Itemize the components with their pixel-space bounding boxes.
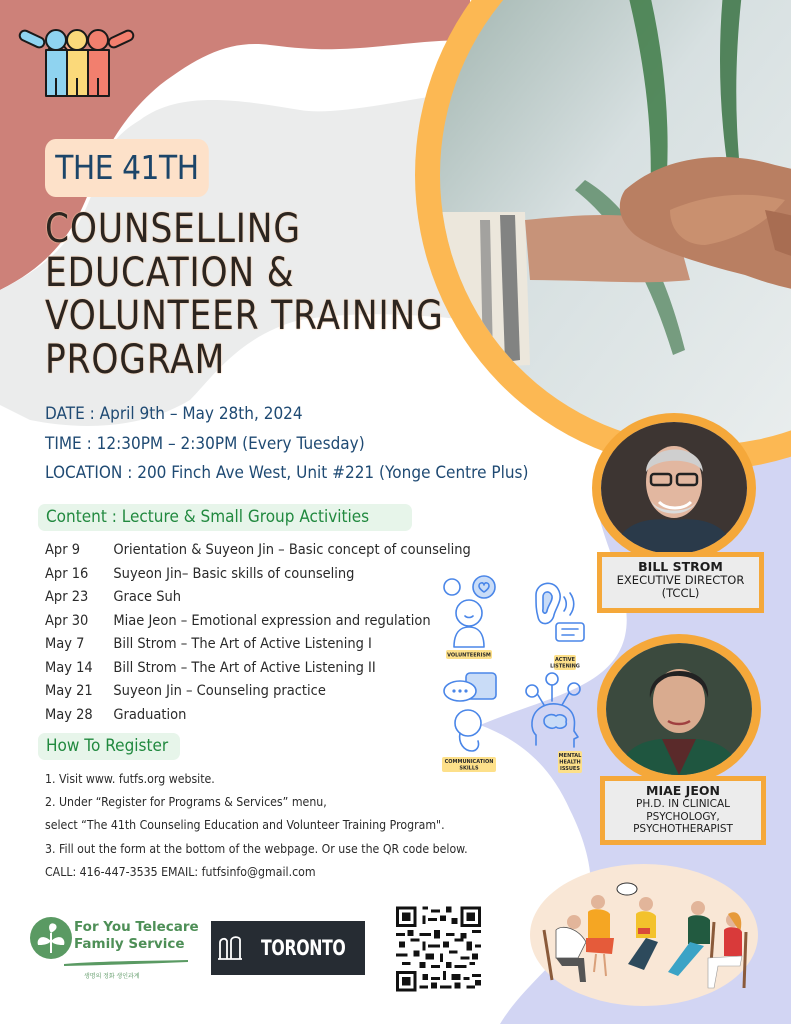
svg-text:ACTIVE: ACTIVE bbox=[554, 657, 576, 663]
register-heading bbox=[38, 733, 180, 760]
schedule-date: May 14 bbox=[45, 659, 93, 676]
title-line: EDUCATION & bbox=[45, 249, 295, 296]
schedule-row bbox=[45, 704, 471, 728]
speaker-role: (TCCL) bbox=[661, 586, 700, 600]
schedule-date: May 7 bbox=[45, 636, 85, 652]
qr-code-icon bbox=[396, 905, 481, 993]
schedule-row bbox=[45, 586, 471, 610]
register-heading-text: How To Register bbox=[46, 736, 169, 756]
city-of-toronto-logo bbox=[211, 921, 365, 975]
brain-head-icon bbox=[526, 673, 580, 747]
schedule-topic: Bill Strom – The Art of Active Listening II bbox=[113, 659, 376, 676]
schedule-topic: Suyeon Jin– Basic skills of counseling bbox=[113, 565, 355, 582]
for-you-telecare-logo bbox=[28, 915, 199, 987]
city-hall-icon bbox=[217, 935, 243, 961]
skills-icons bbox=[440, 575, 600, 780]
svg-text:SKILLS: SKILLS bbox=[459, 765, 479, 772]
ear-icon bbox=[536, 583, 584, 641]
content-heading bbox=[38, 504, 412, 531]
group-session-illustration bbox=[528, 862, 760, 1008]
people-group-logo bbox=[16, 22, 138, 98]
speaker-photo-miae-jeon bbox=[597, 634, 761, 784]
speaker-role: PH.D. IN CLINICAL bbox=[635, 798, 731, 810]
org-korean-tagline: 생명의 정화 생인과계 bbox=[84, 973, 140, 980]
schedule-date: Apr 23 bbox=[45, 589, 89, 605]
event-location: LOCATION : 200 Finch Ave West, Unit #221 (Yonge Centre Plus) bbox=[45, 463, 529, 483]
schedule-row bbox=[45, 633, 471, 657]
schedule-topic: Miae Jeon – Emotional expression and regulation bbox=[113, 612, 431, 629]
registration-qr-code[interactable] bbox=[392, 901, 485, 997]
speaker-photo-bill-strom bbox=[592, 413, 756, 563]
speaker-role: PSYCHOLOGY, bbox=[646, 810, 720, 823]
schedule-topic: Bill Strom – The Art of Active Listening I bbox=[113, 636, 372, 652]
speaker-card-miae-jeon bbox=[600, 776, 766, 845]
speech-bubble-icon bbox=[444, 673, 496, 751]
schedule-date: May 21 bbox=[45, 683, 93, 699]
org-name bbox=[74, 919, 199, 953]
avatar bbox=[601, 422, 747, 554]
schedule-row bbox=[45, 610, 471, 634]
speaker-card-bill-strom bbox=[597, 552, 764, 613]
schedule-topic: Graduation bbox=[113, 706, 187, 723]
svg-text:MENTAL: MENTAL bbox=[558, 753, 582, 759]
brush-stroke-divider bbox=[62, 959, 190, 967]
schedule-row bbox=[45, 563, 471, 587]
title-line: VOLUNTEER TRAINING bbox=[45, 293, 444, 339]
avatar bbox=[606, 643, 752, 775]
title-line: PROGRAM bbox=[45, 336, 226, 383]
event-details bbox=[45, 400, 528, 489]
org-name-line: For You Telecare bbox=[74, 919, 199, 935]
svg-text:HEALTH: HEALTH bbox=[559, 759, 581, 766]
register-step: 2. Under “Register for Programs & Services” menu, bbox=[45, 794, 327, 810]
schedule-row bbox=[45, 680, 471, 704]
svg-text:ISSUES: ISSUES bbox=[560, 766, 580, 772]
speaker-role: EXECUTIVE DIRECTOR bbox=[616, 573, 745, 587]
schedule-row bbox=[45, 657, 471, 681]
volunteer-heart-icon bbox=[444, 576, 495, 647]
schedule-topic: Grace Suh bbox=[113, 589, 182, 605]
register-steps bbox=[45, 767, 468, 883]
svg-text:COMMUNICATION: COMMUNICATION bbox=[444, 759, 494, 765]
speaker-name: BILL STROM bbox=[638, 559, 723, 574]
page-title bbox=[45, 208, 492, 382]
svg-text:LISTENING: LISTENING bbox=[550, 663, 580, 670]
schedule-topic: Orientation & Suyeon Jin – Basic concept of counseling bbox=[113, 542, 471, 558]
toronto-wordmark: TORONTO bbox=[260, 936, 346, 960]
event-date: DATE : April 9th – May 28th, 2024 bbox=[45, 404, 303, 424]
contact-info: CALL: 416-447-3535 EMAIL: futfsinfo@gmail.com bbox=[45, 863, 316, 879]
schedule-date: Apr 9 bbox=[45, 542, 81, 558]
register-step: 3. Fill out the form at the bottom of the webpage. Or use the QR code below. bbox=[45, 840, 468, 856]
title-line: COUNSELLING bbox=[45, 206, 301, 252]
speaker-role: PSYCHOTHERAPIST bbox=[633, 823, 733, 835]
event-time: TIME : 12:30PM – 2:30PM (Every Tuesday) bbox=[45, 433, 365, 454]
schedule-date: May 28 bbox=[45, 706, 93, 723]
schedule-date: Apr 16 bbox=[45, 565, 89, 582]
org-name-line: Family Service bbox=[74, 936, 185, 952]
edition-badge: THE 41TH bbox=[45, 139, 209, 197]
content-heading-text: Content : Lecture & Small Group Activities bbox=[46, 507, 370, 527]
skill-label-volunteerism: VOLUNTEERISM bbox=[447, 652, 491, 659]
register-step: 1. Visit www. futfs.org website. bbox=[45, 771, 215, 786]
schedule-row bbox=[45, 539, 471, 563]
schedule-topic: Suyeon Jin – Counseling practice bbox=[113, 683, 326, 699]
sprout-icon bbox=[28, 915, 74, 961]
register-step: select “The 41th Counseling Education and Volunteer Training Program". bbox=[45, 817, 445, 833]
speaker-name: MIAE JEON bbox=[646, 783, 720, 798]
schedule-date: Apr 30 bbox=[45, 612, 89, 629]
